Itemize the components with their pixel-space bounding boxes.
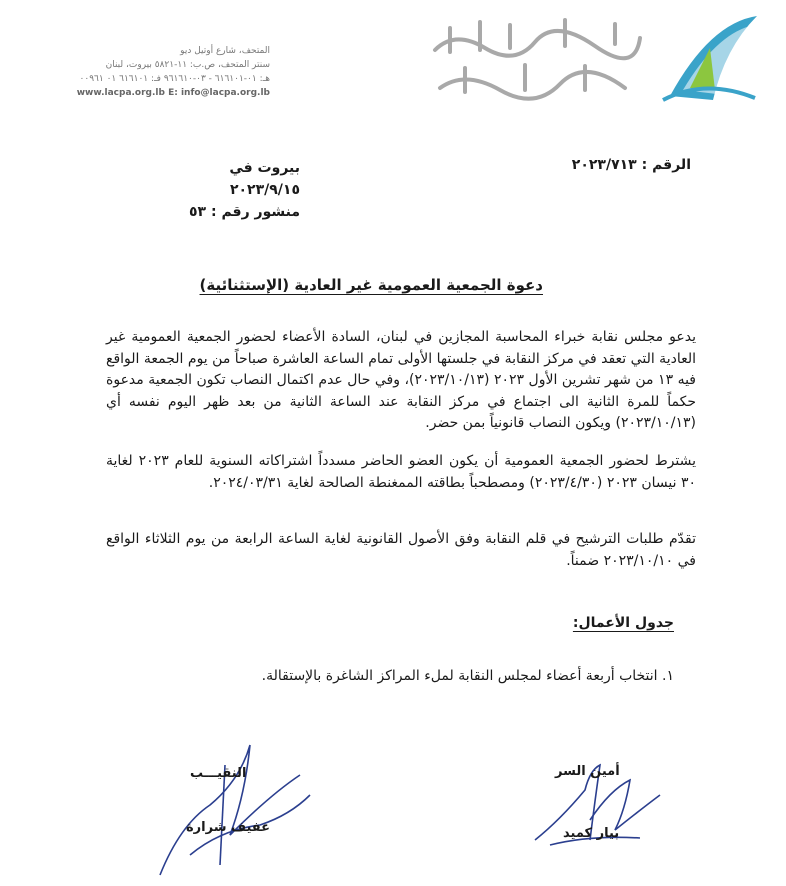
contact-line: سنتر المتحف، ص.ب: ١١-٥٨٢١ بيروت، لبنان: [105, 60, 270, 70]
contact-line: هـ: ٠١-٦١٦١٠١ - ٠٣-٩٦١٦١٠ فـ: ٦١٦١٠١ ٠١ ٠٠٩٦١: [79, 74, 270, 84]
secretary-title: أمين السر: [555, 764, 620, 779]
org-name-calligraphy: [425, 10, 650, 105]
reference-number: الرقم : ٢٠٢٣/٧١٣: [571, 157, 691, 173]
date-block: [165, 157, 300, 223]
president-title: النقيـــب: [190, 766, 247, 781]
web-email-line[interactable]: www.lacpa.org.lb E: info@lacpa.org.lb: [76, 88, 270, 98]
secretary-name: بيار كميد: [563, 826, 620, 841]
agenda-heading: جدول الأعمال:: [572, 615, 674, 631]
paragraph-candidacy: تقدّم طلبات الترشيح في قلم النقابة وفق الأصول القانونية لغاية الساعة الرابعة من يوم الثلاثاء الواقع في ٢٠٢٣/١٠/١٠ ضمناً.: [106, 531, 696, 569]
contact-line: المتحف، شارع أوتيل ديو: [180, 46, 270, 56]
circular-number: منشور رقم : ٥٣: [189, 204, 300, 220]
paragraph-invitation: يدعو مجلس نقابة خبراء المحاسبة المجازين في لبنان، السادة الأعضاء لحضور الجمعية العمومية غير العادية التي تعقد في مركز النقابة في جلستها الأولى تمام الساعة العاشرة صباحاً من يوم الجمعة الواقع فيه ١٣ من شهر تشرين الأول ٢٠٢٣ (٢٠٢٣/١٠/١٣)، وفي حال عدم اكتمال النصاب تكون الجمعية مدعوة حكماً للمرة الثانية الى اجتماع في مركز النقابة عند الساعة الثانية من بعد ظهر اليوم نفسه أي (٢٠٢٣/١٠/١٣) ويكون النصاب قانونياً بمن حضر.: [106, 329, 697, 432]
lacpa-logo: [655, 8, 765, 108]
contact-block: [60, 44, 270, 100]
president-signature: [150, 735, 350, 880]
paragraph-conditions: يشترط لحضور الجمعية العمومية أن يكون العضو الحاضر مسدداً اشتراكاته السنوية للعام ٢٠٢٣ لغاية ٣٠ نيسان ٢٠٢٣ (٢٠٢٣/٤/٣٠) ومصطحباً بطاقته الممغنطة الصالحة لغاية ٢٠٢٤/٠٣/٣١.: [106, 453, 696, 491]
document-title: دعوة الجمعية العمومية غير العادية (الإستثنائية): [199, 276, 543, 294]
date-line: بيروت في ٢٠٢٣/٩/١٥: [229, 160, 300, 198]
president-name: عفيف شرارة: [186, 820, 271, 835]
agenda-item: ١. انتخاب أربعة أعضاء لمجلس النقابة لملء المراكز الشاغرة بالإستقالة.: [261, 668, 674, 684]
